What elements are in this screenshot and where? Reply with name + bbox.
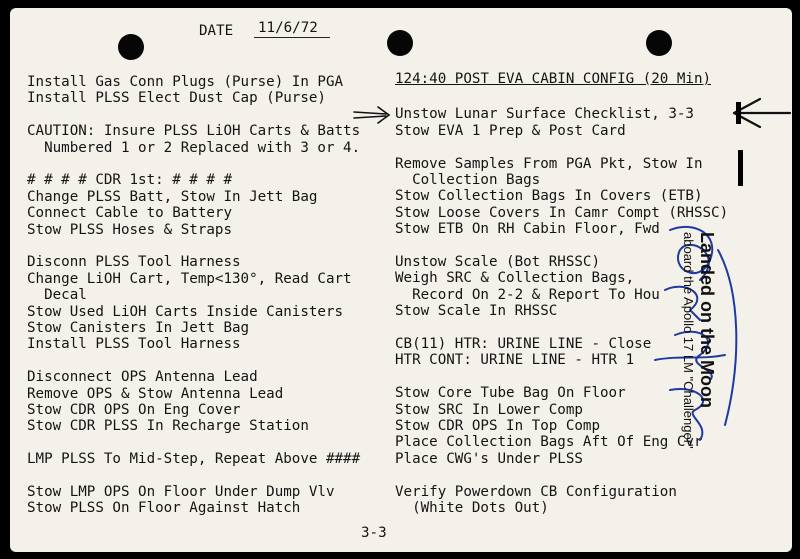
handwritten-arrow-icon bbox=[352, 104, 392, 126]
checklist-line: Stow Loose Covers In Camr Compt (RHSSC) bbox=[395, 204, 729, 221]
checklist-line: Stow ETB On RH Cabin Floor, Fwd bbox=[395, 221, 660, 238]
checklist-line: Verify Powerdown CB Configuration bbox=[395, 483, 677, 500]
checklist-line: # # # # CDR 1st: # # # # bbox=[27, 172, 232, 189]
checklist-line: Collection Bags bbox=[395, 172, 541, 188]
checklist-line: Unstow Lunar Surface Checklist, 3-3 bbox=[395, 106, 694, 123]
checklist-line: Stow Core Tube Bag On Floor bbox=[395, 385, 626, 402]
checklist-line: LMP PLSS To Mid-Step, Repeat Above #### bbox=[27, 451, 361, 468]
checklist-line: Place CWG's Under PLSS bbox=[395, 450, 583, 467]
edge-arrow-icon bbox=[730, 96, 792, 130]
checklist-line: Remove Samples From PGA Pkt, Stow In bbox=[395, 155, 703, 172]
checklist-line: Disconnect OPS Antenna Lead bbox=[27, 369, 258, 386]
checklist-line: Remove OPS & Stow Antenna Lead bbox=[27, 385, 284, 402]
checklist-line: Stow PLSS On Floor Against Hatch bbox=[27, 500, 301, 517]
checklist-line: Decal bbox=[27, 287, 87, 304]
date-value: 11/6/72 bbox=[258, 20, 318, 36]
checklist-line: (White Dots Out) bbox=[395, 500, 549, 516]
checklist-line: Change LiOH Cart, Temp<130°, Read Cart bbox=[27, 270, 352, 287]
edge-tab-mark bbox=[738, 150, 743, 186]
checklist-line: Stow EVA 1 Prep & Post Card bbox=[395, 122, 626, 139]
checklist-line: Unstow Scale (Bot RHSSC) bbox=[395, 254, 600, 270]
binder-hole-center bbox=[387, 30, 413, 56]
checklist-line: Place Collection Bags Aft Of Eng Cvr bbox=[395, 434, 703, 451]
checklist-line: Install Gas Conn Plugs (Purse) In PGA bbox=[27, 74, 344, 90]
checklist-line: CAUTION: Insure PLSS LiOH Carts & Batts bbox=[27, 123, 361, 140]
checklist-line: CB(11) HTR: URINE LINE - Close bbox=[395, 336, 652, 352]
checklist-line: Stow CDR OPS In Top Comp bbox=[395, 418, 600, 434]
checklist-line: Numbered 1 or 2 Replaced with 3 or 4. bbox=[27, 139, 361, 156]
checklist-line: Install PLSS Tool Harness bbox=[27, 336, 241, 353]
checklist-line: Stow CDR PLSS In Recharge Station bbox=[27, 418, 309, 435]
checklist-line: HTR CONT: URINE LINE - HTR 1 bbox=[395, 352, 635, 369]
checklist-line: Connect Cable to Battery bbox=[27, 205, 232, 222]
checklist-line: Stow Scale In RHSSC bbox=[395, 303, 558, 320]
checklist-line: Stow SRC In Lower Comp bbox=[395, 401, 583, 418]
inscription bbox=[680, 232, 718, 472]
date-label: DATE bbox=[199, 23, 234, 39]
checklist-line: Stow LMP OPS On Floor Under Dump Vlv bbox=[27, 484, 335, 500]
section-heading: 124:40 POST EVA CABIN CONFIG (20 Min) bbox=[395, 71, 712, 87]
checklist-line: Weigh SRC & Collection Bags, bbox=[395, 270, 635, 287]
checklist-line: Stow Canisters In Jett Bag bbox=[27, 320, 250, 336]
checklist-line: Disconn PLSS Tool Harness bbox=[27, 254, 241, 271]
checklist-line: Change PLSS Batt, Stow In Jett Bag bbox=[27, 188, 318, 205]
binder-hole-right bbox=[646, 30, 672, 56]
binder-hole-left bbox=[118, 34, 144, 60]
checklist-line: Install PLSS Elect Dust Cap (Purse) bbox=[27, 90, 326, 107]
page-number: 3-3 bbox=[361, 525, 387, 541]
inscription-line-1: Landed on the Moon bbox=[697, 232, 717, 408]
inscription-line-2: aboard the Apollo 17 LM "Challenger" bbox=[681, 232, 696, 449]
checklist-line: Stow CDR OPS On Eng Cover bbox=[27, 402, 241, 418]
date-underline bbox=[254, 37, 330, 38]
checklist-line: Record On 2-2 & Report To Hou bbox=[395, 286, 660, 303]
checklist-line: Stow PLSS Hoses & Straps bbox=[27, 221, 232, 238]
checklist-line: Stow Used LiOH Carts Inside Canisters bbox=[27, 303, 344, 320]
checklist-line: Stow Collection Bags In Covers (ETB) bbox=[395, 188, 703, 205]
